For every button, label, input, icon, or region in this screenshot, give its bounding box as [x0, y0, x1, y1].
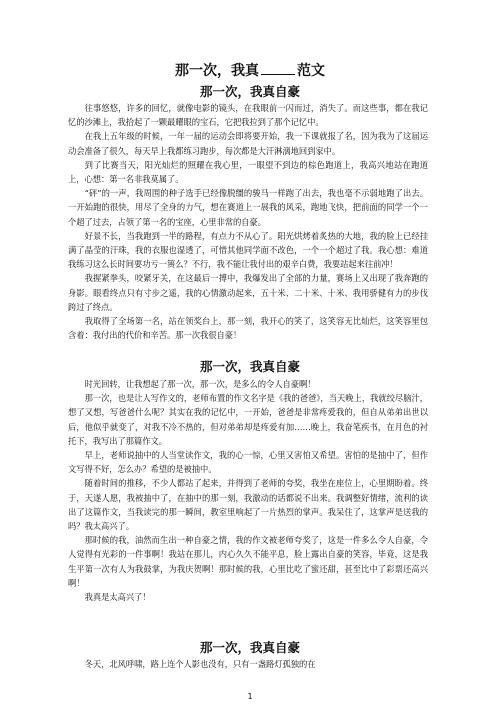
section-heading: 那一次，我真自豪: [199, 359, 300, 374]
page-number: 1: [247, 692, 253, 701]
paragraph: 时光回转，让我想起了那一次，那一次，是多么的令人自豪啊！: [84, 379, 316, 389]
section-heading: 那一次，我真自豪: [199, 84, 300, 99]
document-title: [0, 62, 500, 80]
paragraph: 那时候的我，油然而生出一种自豪之情，我的作文被老师夸奖了，这是一件多么令人自豪，令人觉得有光彩的一件事啊！我站在那儿，内心久久不能平息，脸上露出自豪的笑容，毕竟，这是我生平第一次有人为我鼓掌，为我庆贺啊！那时候的我，心里比吃了蜜还甜，甚至比中了彩票还高兴啊！: [68, 535, 428, 588]
section-heading: 那一次，我真自豪: [199, 640, 300, 655]
paragraph: 我真是太高兴了！: [84, 592, 151, 603]
paragraph: 早上，老师说抽中的人当堂读作文，我的心一惊，心里又害怕又希望。害怕的是抽中了，但作文写得不好，怎么办？希望的是被抽中。: [68, 450, 428, 475]
paragraph: 我握紧拳头，咬紧牙关，在这最后一搏中，我爆发出了全部的力量，赛场上又出现了我奔跑的身影。眼看终点只有寸步之遥，我的心情激动起来，五十米、二十米、十米、我用骄健有力的步伐跨过了终点。: [68, 273, 428, 312]
paragraph: 往事悠悠，许多的回忆，就像电影的镜头，在我眼前一闪而过，消失了。而这些事，都在我记忆的沙滩上，我拾起了一颗最耀眼的宝石，它把我拉到了那个记忆中。: [68, 103, 428, 128]
section-body: [68, 657, 428, 671]
paragraph: 那一次，也是让人写作文的，老师布置的作文名字是《我的爸爸》，当天晚上，我就绞尽脑汁，想了又想，写爸爸什么呢？其实在我的记忆中，一开始，爸爸是非常疼爱我的，但自从弟弟出世以后，他似乎就变了，对我不冷不热的，但对弟弟却是疼爱有加……晚上，我奋笔疾书，在月色的衬托下，我写出了那篇作文。: [68, 393, 428, 446]
paragraph: 好景不长，当我跑到一半的路程，有点力不从心了。阳光烘烤着炙热的大地，我的脸上已经挂满了晶莹的汗珠，我的衣服也湿透了，可惜其他同学面不改色，一个一个超过了我。我心想：难道我练习这么长时间要功亏一篑么？不行，我不能让我付出的艰辛白费，我要站起来往前冲！: [68, 230, 428, 270]
paragraph: “砰”的一声，我周围的种子选手已经像脱缰的骏马一样跑了出去，我也毫不示弱地跑了出去。一开始跑的很快，用尽了全身的力气，想在赛道上一展我的风采，跑地飞快，把前面的同学一个一个超了过去，占领了第一名的宝座，心里非常的自豪。: [68, 188, 428, 227]
title-blank: [261, 62, 295, 75]
section-body: [68, 377, 428, 604]
title-before: 那一次，我真: [175, 63, 259, 79]
title-after: 范文: [297, 63, 325, 79]
paragraph: 在我上五年级的时候，一年一届的运动会即将要开始，我一下课就报了名，因为我为了这届运动会准备了很久，每天早上我都练习跑步，每次都是大汗淋漓地回到家中。: [68, 131, 428, 156]
paragraph: 冬天，北风呼啸，路上连个人影也没有，只有一盏路灯孤独的在: [84, 659, 316, 669]
paragraph: 随着时间的推移，不少人都站了起来，并得到了老师的夸奖，我坐在座位上，心里期盼着。终于，天遂人愿，我被抽中了，在抽中的那一刻，我激动的话都说不出来。我调整好情绪，流利的读出了这篇作文，当我读完的那一瞬间，教室里响起了一片热烈的掌声。我呆住了，这掌声是送我的吗？我太高兴了。: [68, 478, 428, 532]
paragraph: 到了比赛当天，阳光灿烂的照耀在我心里，一眼望不到边的棕色跑道上，我高兴地站在跑道上，心想：第一名非我莫属了。: [68, 159, 428, 185]
paragraph: 我取得了全场第一名，站在领奖台上，那一刻，我开心的笑了，这笑容无比灿烂，这笑容里包含着：我付出的代价和辛苦。那一次我很自豪！: [68, 316, 428, 341]
section-body: [68, 101, 428, 342]
